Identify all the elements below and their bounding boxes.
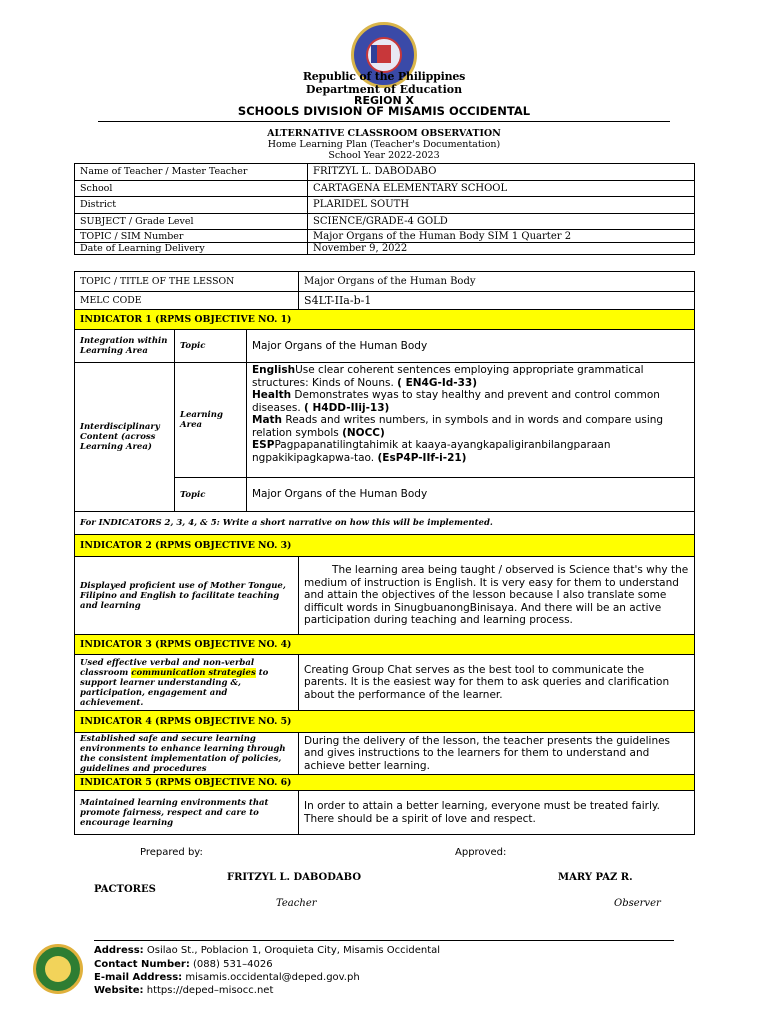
footer-email [94,972,360,983]
approved-label: Approved: [455,847,507,858]
indicator-5-heading: INDICATOR 5 (RPMS OBJECTIVE NO. 6) [75,775,695,791]
email-label: E-mail Address: [94,972,183,983]
header-division: SCHOOLS DIVISION OF MISAMIS OCCIDENTAL [237,104,531,118]
info-row [75,180,695,197]
footer-address [94,945,440,956]
teacher-role: Teacher [276,898,317,909]
indicator-1-heading: INDICATOR 1 (RPMS OBJECTIVE NO. 1) [75,310,695,330]
division-logo [33,944,83,994]
learning-area-label: Learning Area [175,363,247,478]
observer-role: Observer [614,898,661,909]
header-divider [98,121,670,122]
english-code: ( EN4G-Id-33) [397,376,478,389]
website-link[interactable]: https://deped–misocc.net [143,985,274,996]
topic-title-value: Major Organs of the Human Body [299,272,695,292]
contact-value: (088) 531–4026 [189,959,273,970]
indicator-3-heading: INDICATOR 3 (RPMS OBJECTIVE NO. 4) [75,635,695,655]
health-code: ( H4DD-IIij-13) [304,401,390,414]
email-value[interactable]: misamis.occidental@deped.gov.ph [182,972,360,983]
footer-divider [94,940,674,941]
footer-website [94,985,273,996]
integration-topic-value: Major Organs of the Human Body [247,330,695,363]
info-value: FRITZYL L. DABODABO [308,164,695,181]
info-label: Date of Learning Delivery [75,243,308,255]
esp-code: (EsP4P-IIf-i-21) [377,451,467,464]
math-text: Reads and writes numbers, in symbols and in words and compare using relation symbols [252,414,664,439]
health-text: Demonstrates wyas to stay healthy and prevent and control common diseases. [252,389,660,414]
english-text: Use clear coherent sentences employing appropriate grammatical structures: Kinds of Nouns. [252,364,644,389]
address-label: Address: [94,945,144,956]
indicator-2-narrative: The learning area being taught / observed is Science that's why the medium of instruction is English. It is very easy for them to understand and attain the objectives of the lesson because I also translate some difficult words in SinugbuanongBinisaya. And there will be an active participation during teaching and learning process. [299,557,695,635]
english-label: English [252,364,296,376]
integration-label: Integration within Learning Area [75,330,175,363]
info-value: November 9, 2022 [308,243,695,255]
math-code: (NOCC) [342,426,385,439]
prepared-by-label: Prepared by: [140,847,203,858]
info-value: Major Organs of the Human Body SIM 1 Quarter 2 [308,230,695,243]
teacher-info-table [74,163,695,255]
info-value: CARTAGENA ELEMENTARY SCHOOL [308,180,695,197]
math-label: Math [252,414,283,426]
indicator-4-heading: INDICATOR 4 (RPMS OBJECTIVE NO. 5) [75,711,695,733]
info-row [75,230,695,243]
indicator-2-heading: INDICATOR 2 (RPMS OBJECTIVE NO. 3) [75,535,695,557]
info-label: TOPIC / SIM Number [75,230,308,243]
document-title: ALTERNATIVE CLASSROOM OBSERVATION [267,128,501,139]
interdisciplinary-topic-label: Topic [175,478,247,512]
topic-title-label: TOPIC / TITLE OF THE LESSON [75,272,299,292]
indicator-4-description: Established safe and secure learning environments to enhance learning through the consistent implementation of policies, guidelines and procedures [75,733,299,775]
school-year: School Year 2022-2023 [328,150,440,161]
indicator-3-desc-part: to support learner understanding &, participation, engagement and achievement. [80,667,269,708]
info-value: PLARIDEL SOUTH [308,197,695,214]
indicator-3-narrative: Creating Group Chat serves as the best tool to communicate the parents. It is the easiest way for them to ask queries and clarification about the performance of the learner. [299,655,695,711]
contact-label: Contact Number: [94,959,190,970]
learning-area-content [247,363,695,478]
melc-code-label: MELC CODE [75,292,299,310]
header-republic: Republic of the Philippines [302,70,466,83]
indicator-2-description: Displayed proficient use of Mother Tongue, Filipino and English to facilitate teaching and learning [75,557,299,635]
indicator-3-description [75,655,299,711]
header-region: REGION X [354,94,414,107]
info-row [75,213,695,230]
document-subtitle: Home Learning Plan (Teacher's Documentation) [267,139,501,150]
footer-contact [94,959,273,970]
esp-text: Pagpapanatilingtahimik at kaaya-ayangkapaligiranbilangparaan ngpakikipagkapwa-tao. [252,439,611,464]
observer-name: MARY PAZ R. [558,872,633,883]
info-row [75,197,695,214]
info-label: Name of Teacher / Master Teacher [75,164,308,181]
info-label: SUBJECT / Grade Level [75,213,308,230]
info-row [75,243,695,255]
header-department: Department of Education [305,83,463,96]
indicator-3-desc-part: Used effective verbal and non-verbal classroom [80,657,255,678]
melc-code-value: S4LT-IIa-b-1 [299,292,695,310]
indicator-5-narrative: In order to attain a better learning, everyone must be treated fairly. There should be a spirit of love and respect. [299,791,695,835]
observation-table [74,271,695,835]
info-label: District [75,197,308,214]
narrative-instruction: For INDICATORS 2, 3, 4, & 5: Write a short narrative on how this will be implemented. [75,512,695,535]
info-value: SCIENCE/GRADE-4 GOLD [308,213,695,230]
indicator-5-description: Maintained learning environments that promote fairness, respect and care to encourage learning [75,791,299,835]
indicator-4-narrative: During the delivery of the lesson, the teacher presents the guidelines and gives instructions to the learners for them to understand and achieve better learning. [299,733,695,775]
teacher-name: FRITZYL L. DABODABO [227,872,362,883]
info-label: School [75,180,308,197]
info-row [75,164,695,181]
integration-topic-label: Topic [175,330,247,363]
website-label: Website: [94,985,144,996]
observer-surname: PACTORES [94,884,156,895]
interdisciplinary-topic-value: Major Organs of the Human Body [247,478,695,512]
address-value: Osilao St., Poblacion 1, Oroquieta City, Misamis Occidental [143,945,441,956]
health-label: Health [252,389,292,401]
highlighted-phrase: communication strategies [131,667,256,678]
interdisciplinary-label: Interdisciplinary Content (across Learning Area) [75,363,175,512]
esp-label: ESP [252,439,275,451]
